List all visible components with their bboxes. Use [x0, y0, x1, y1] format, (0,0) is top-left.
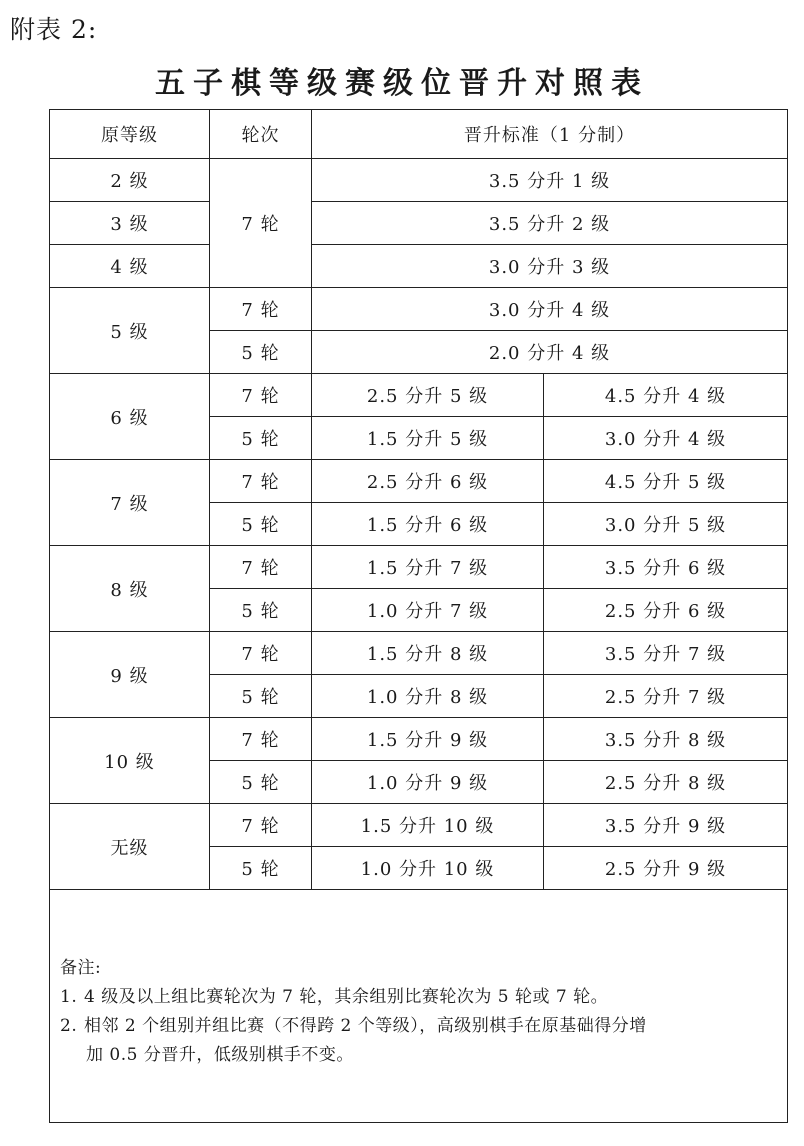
standard-cell-a: 1.0 分升 10 级: [312, 847, 544, 890]
standard-cell-a: 1.5 分升 6 级: [312, 503, 544, 546]
notes-heading: 备注:: [60, 958, 102, 978]
table-row: [50, 245, 788, 288]
standard-cell-b: 3.5 分升 9 级: [544, 804, 788, 847]
table-row: [50, 632, 788, 675]
standard-cell-a: 1.5 分升 9 级: [312, 718, 544, 761]
standard-cell-a: 2.5 分升 6 级: [312, 460, 544, 503]
note-item: [60, 983, 779, 1012]
standard-cell-b: 2.5 分升 7 级: [544, 675, 788, 718]
standard-cell-b: 4.5 分升 4 级: [544, 374, 788, 417]
standard-cell-a: 1.5 分升 8 级: [312, 632, 544, 675]
grade-cell: 8 级: [50, 546, 210, 632]
table-row: [50, 460, 788, 503]
grade-cell: 3 级: [50, 202, 210, 245]
header-standard: 晋升标准（1 分制）: [312, 110, 788, 159]
standard-cell-a: 1.5 分升 5 级: [312, 417, 544, 460]
standard-cell-b: 3.0 分升 4 级: [544, 417, 788, 460]
standard-cell-b: 2.5 分升 6 级: [544, 589, 788, 632]
standard-cell-a: 1.0 分升 8 级: [312, 675, 544, 718]
standard-cell-a: 1.0 分升 7 级: [312, 589, 544, 632]
grade-cell: 10 级: [50, 718, 210, 804]
rounds-cell: 5 轮: [210, 503, 312, 546]
grade-cell: 7 级: [50, 460, 210, 546]
rounds-cell: 5 轮: [210, 847, 312, 890]
rounds-cell: 7 轮: [210, 159, 312, 288]
standard-cell-b: 3.5 分升 7 级: [544, 632, 788, 675]
standard-cell-b: 2.5 分升 8 级: [544, 761, 788, 804]
standard-cell-b: 3.0 分升 5 级: [544, 503, 788, 546]
header-original-grade: 原等级: [50, 110, 210, 159]
header-rounds: 轮次: [210, 110, 312, 159]
promotion-table: [49, 109, 788, 1123]
note-number: 1.: [60, 987, 78, 1007]
rounds-cell: 5 轮: [210, 761, 312, 804]
rounds-cell: 7 轮: [210, 718, 312, 761]
rounds-cell: 7 轮: [210, 460, 312, 503]
document-title: 五子棋等级赛级位晋升对照表: [155, 66, 649, 101]
standard-cell-a: 2.5 分升 5 级: [312, 374, 544, 417]
note-item: [60, 1012, 779, 1041]
standard-cell: 3.5 分升 2 级: [312, 202, 788, 245]
table-header-row: [50, 110, 788, 159]
notes-cell: [50, 890, 788, 1123]
standard-cell-b: 4.5 分升 5 级: [544, 460, 788, 503]
note-continuation: 加 0.5 分晋升，低级别棋手不变。: [86, 1045, 354, 1065]
grade-cell: 4 级: [50, 245, 210, 288]
rounds-cell: 7 轮: [210, 804, 312, 847]
table-row: [50, 374, 788, 417]
standard-cell-b: 3.5 分升 6 级: [544, 546, 788, 589]
rounds-cell: 5 轮: [210, 331, 312, 374]
standard-cell-b: 2.5 分升 9 级: [544, 847, 788, 890]
standard-cell: 2.0 分升 4 级: [312, 331, 788, 374]
rounds-cell: 7 轮: [210, 632, 312, 675]
table-row: [50, 288, 788, 331]
standard-cell-b: 3.5 分升 8 级: [544, 718, 788, 761]
table-row: [50, 718, 788, 761]
table-row: [50, 202, 788, 245]
standard-cell: 3.5 分升 1 级: [312, 159, 788, 202]
note-text: 4 级及以上组比赛轮次为 7 轮，其余组别比赛轮次为 5 轮或 7 轮。: [84, 987, 609, 1007]
note-text: 相邻 2 个组别并组比赛（不得跨 2 个等级），高级别棋手在原基础得分增: [84, 1016, 647, 1036]
standard-cell-a: 1.5 分升 7 级: [312, 546, 544, 589]
rounds-cell: 5 轮: [210, 675, 312, 718]
grade-cell: 无级: [50, 804, 210, 890]
standard-cell-a: 1.5 分升 10 级: [312, 804, 544, 847]
rounds-cell: 7 轮: [210, 374, 312, 417]
grade-cell: 9 级: [50, 632, 210, 718]
table-row: [50, 546, 788, 589]
grade-cell: 5 级: [50, 288, 210, 374]
appendix-label: 附表 2:: [10, 15, 98, 44]
rounds-cell: 5 轮: [210, 589, 312, 632]
rounds-cell: 5 轮: [210, 417, 312, 460]
standard-cell: 3.0 分升 4 级: [312, 288, 788, 331]
note-number: 2.: [60, 1016, 78, 1036]
rounds-cell: 7 轮: [210, 288, 312, 331]
grade-cell: 2 级: [50, 159, 210, 202]
rounds-cell: 7 轮: [210, 546, 312, 589]
standard-cell-a: 1.0 分升 9 级: [312, 761, 544, 804]
notes-row: [50, 890, 788, 1123]
standard-cell: 3.0 分升 3 级: [312, 245, 788, 288]
grade-cell: 6 级: [50, 374, 210, 460]
table-row: [50, 159, 788, 202]
table-row: [50, 804, 788, 847]
